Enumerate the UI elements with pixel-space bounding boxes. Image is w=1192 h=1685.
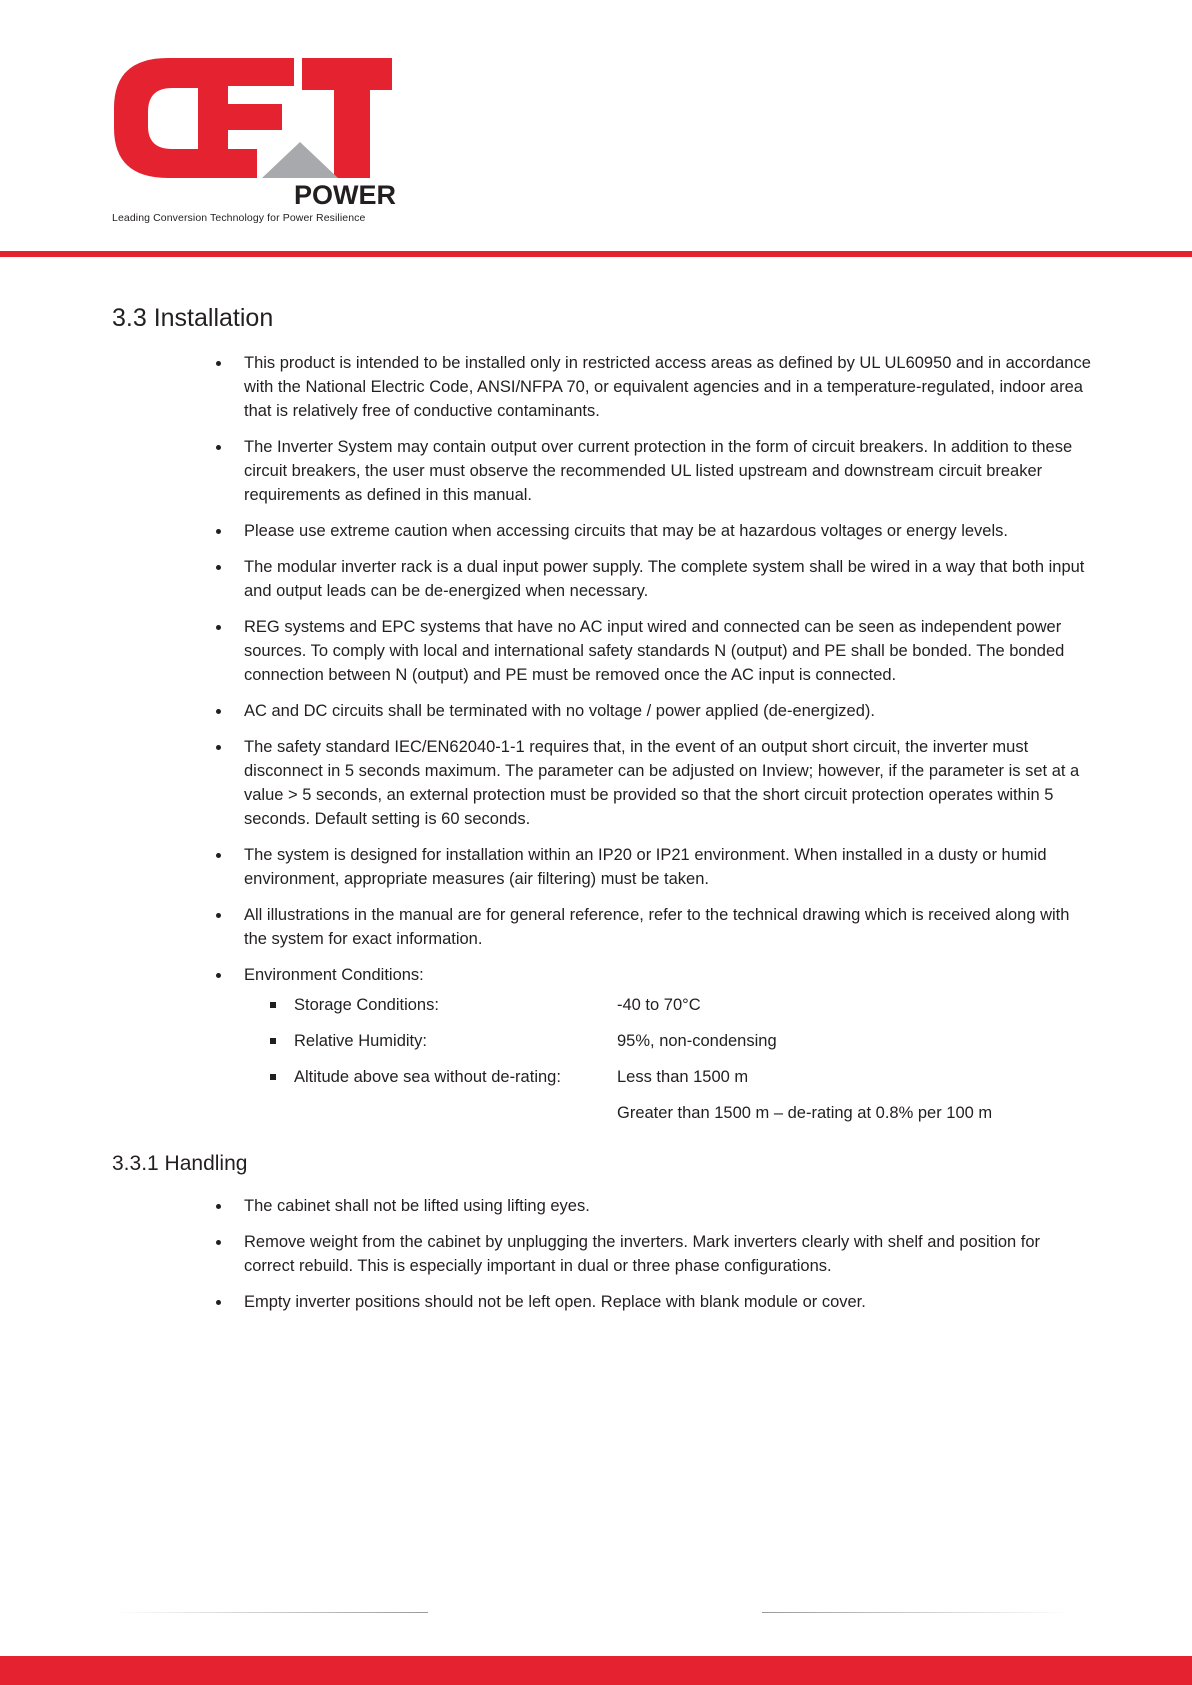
company-logo (112, 56, 396, 230)
square-bullet-icon (268, 1029, 294, 1065)
condition-label: Relative Humidity: (294, 1032, 427, 1050)
list-item: AC and DC circuits shall be terminated with no voltage / power applied (de-energized). (212, 699, 1092, 723)
table-row (268, 1029, 992, 1065)
list-item: Remove weight from the cabinet by unplugging the inverters. Mark inverters clearly with shelf and position for correct rebuild. This is especially important in dual or three phase configurations. (212, 1230, 1092, 1278)
condition-label: Storage Conditions: (294, 996, 439, 1014)
list-item: All illustrations in the manual are for general reference, refer to the technical drawing which is received along with the system for exact information. (212, 903, 1092, 951)
installation-bullet-list (212, 351, 1092, 999)
ce-plus-t-logo-graphic (112, 56, 396, 206)
table-row (268, 993, 992, 1029)
list-item: This product is intended to be installed only in restricted access areas as defined by UL UL60950 and in accordance with the National Electric Code, ANSI/NFPA 70, or equivalent agencies and in a temperature-regulated, indoor area that is relatively free of conductive contaminants. (212, 351, 1092, 423)
list-item: Empty inverter positions should not be left open. Replace with blank module or cover. (212, 1290, 1092, 1314)
subsection-heading-handling: 3.3.1 Handling (112, 1152, 248, 1175)
footer-bar (0, 1656, 1192, 1685)
list-item: The system is designed for installation within an IP20 or IP21 environment. When installed in a dusty or humid environment, appropriate measures (air filtering) must be taken. (212, 843, 1092, 891)
square-bullet-icon (268, 1065, 294, 1101)
condition-value: -40 to 70°C (617, 996, 701, 1014)
list-item: Environment Conditions: (212, 963, 1092, 987)
list-item: Please use extreme caution when accessing circuits that may be at hazardous voltages or energy levels. (212, 519, 1092, 543)
table-row (268, 1101, 992, 1137)
list-item: REG systems and EPC systems that have no AC input wired and connected can be seen as independent power sources. To comply with local and international safety standards N (output) and PE shall be bonded. The bonded connection between N (output) and PE must be removed once the AC input is connected. (212, 615, 1092, 687)
condition-value: 95%, non-condensing (617, 1032, 777, 1050)
list-item: The modular inverter rack is a dual input power supply. The complete system shall be wired in a way that both input and output leads can be de-energized when necessary. (212, 555, 1092, 603)
list-item: The safety standard IEC/EN62040-1-1 requires that, in the event of an output short circuit, the inverter must disconnect in 5 seconds maximum. The parameter can be adjusted on Inview; however, if the parameter is set at a value > 5 seconds, an external protection must be provided so that the short circuit protection operates within 5 seconds. Default setting is 60 seconds. (212, 735, 1092, 831)
handling-bullet-list (212, 1194, 1092, 1326)
condition-value: Greater than 1500 m – de-rating at 0.8% per 100 m (617, 1104, 993, 1122)
condition-label: Altitude above sea without de-rating: (294, 1068, 561, 1086)
footer-divider-right (762, 1612, 1072, 1613)
environment-conditions-table (268, 993, 992, 1137)
table-row (268, 1065, 992, 1101)
list-item: The Inverter System may contain output over current protection in the form of circuit breakers. In addition to these circuit breakers, the user must observe the recommended UL listed upstream and downstream circuit breaker requirements as defined in this manual. (212, 435, 1092, 507)
logo-power-text: POWER (293, 180, 396, 206)
condition-value: Less than 1500 m (617, 1068, 749, 1086)
footer-divider-left (112, 1612, 428, 1613)
condition-label (294, 1101, 617, 1137)
list-item: The cabinet shall not be lifted using lifting eyes. (212, 1194, 1092, 1218)
brand-tagline: Leading Conversion Technology for Power Resilience (112, 212, 366, 224)
section-heading-installation: 3.3 Installation (112, 304, 274, 332)
header-divider (0, 251, 1192, 257)
square-bullet-icon (268, 993, 294, 1029)
